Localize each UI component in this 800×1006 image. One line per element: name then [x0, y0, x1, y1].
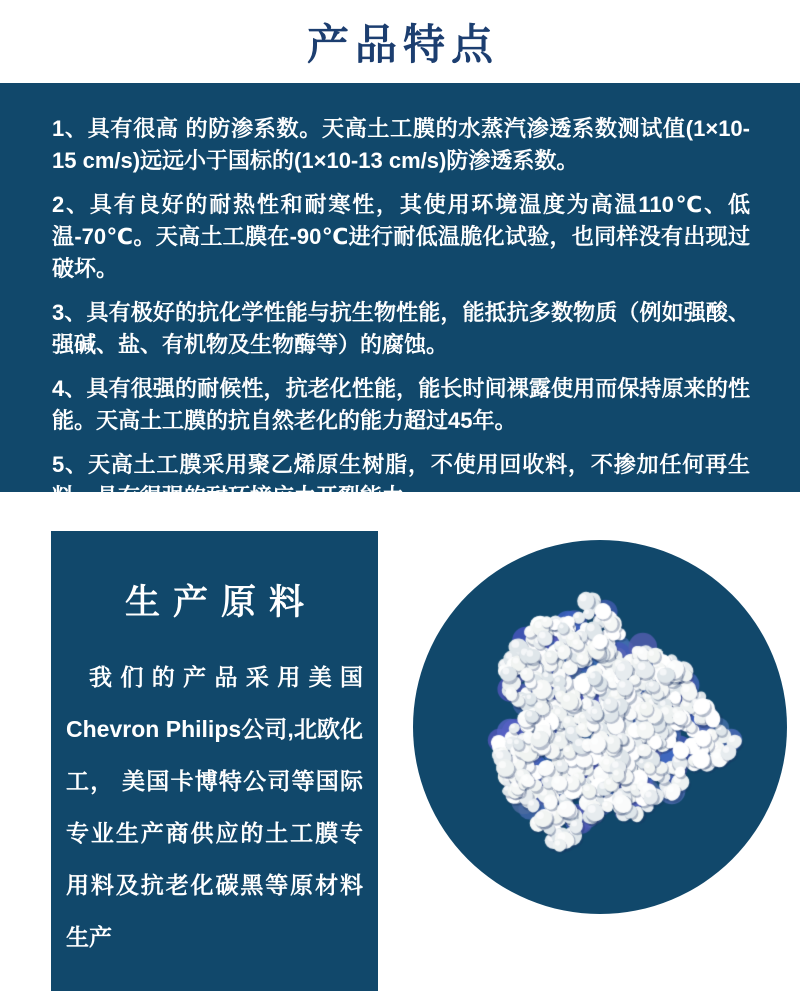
feature-item-2: 2、具有良好的耐热性和耐寒性，其使用环境温度为高温110℃、低温-70℃。天高土工膜在-90℃进行耐低温脆化试验，也同样没有出现过破坏。: [52, 192, 750, 281]
feature-item-1: 1、具有很高 的防渗系数。天高土工膜的水蒸汽渗透系数测试值(1×10-15 cm/s)远远小于国标的(1×10-13 cm/s)防渗透系数。: [52, 116, 750, 173]
features-section: [0, 83, 800, 509]
page-header: [0, 0, 800, 83]
page-title: 产品特点: [306, 20, 499, 68]
raw-materials-title: 生产原料: [124, 583, 317, 622]
feature-item-5: 5、天高土工膜采用聚乙烯原生树脂，不使用回收料，不掺加任何再生料，具有很强的耐环境应力开裂能力。: [52, 452, 750, 509]
feature-item-3: 3、具有极好的抗化学性能与抗生物性能，能抵抗多数物质（例如强酸、强碱、盐、有机物及生物酶等）的腐蚀。: [52, 300, 750, 357]
raw-materials-panel: [51, 531, 378, 991]
feature-item-4: 4、具有很强的耐候性，抗老化性能，能长时间裸露使用而保持原来的性能。天高土工膜的抗自然老化的能力超过45年。: [52, 376, 750, 433]
raw-materials-text: 我们的产品采用美国Chevron Philips公司,北欧化工， 美国卡博特公司等国际专业生产商供应的土工膜专用料及抗老化碳黑等原材料生产: [66, 664, 363, 950]
pellets-photo: [413, 540, 787, 914]
pellets-canvas: [413, 540, 787, 914]
